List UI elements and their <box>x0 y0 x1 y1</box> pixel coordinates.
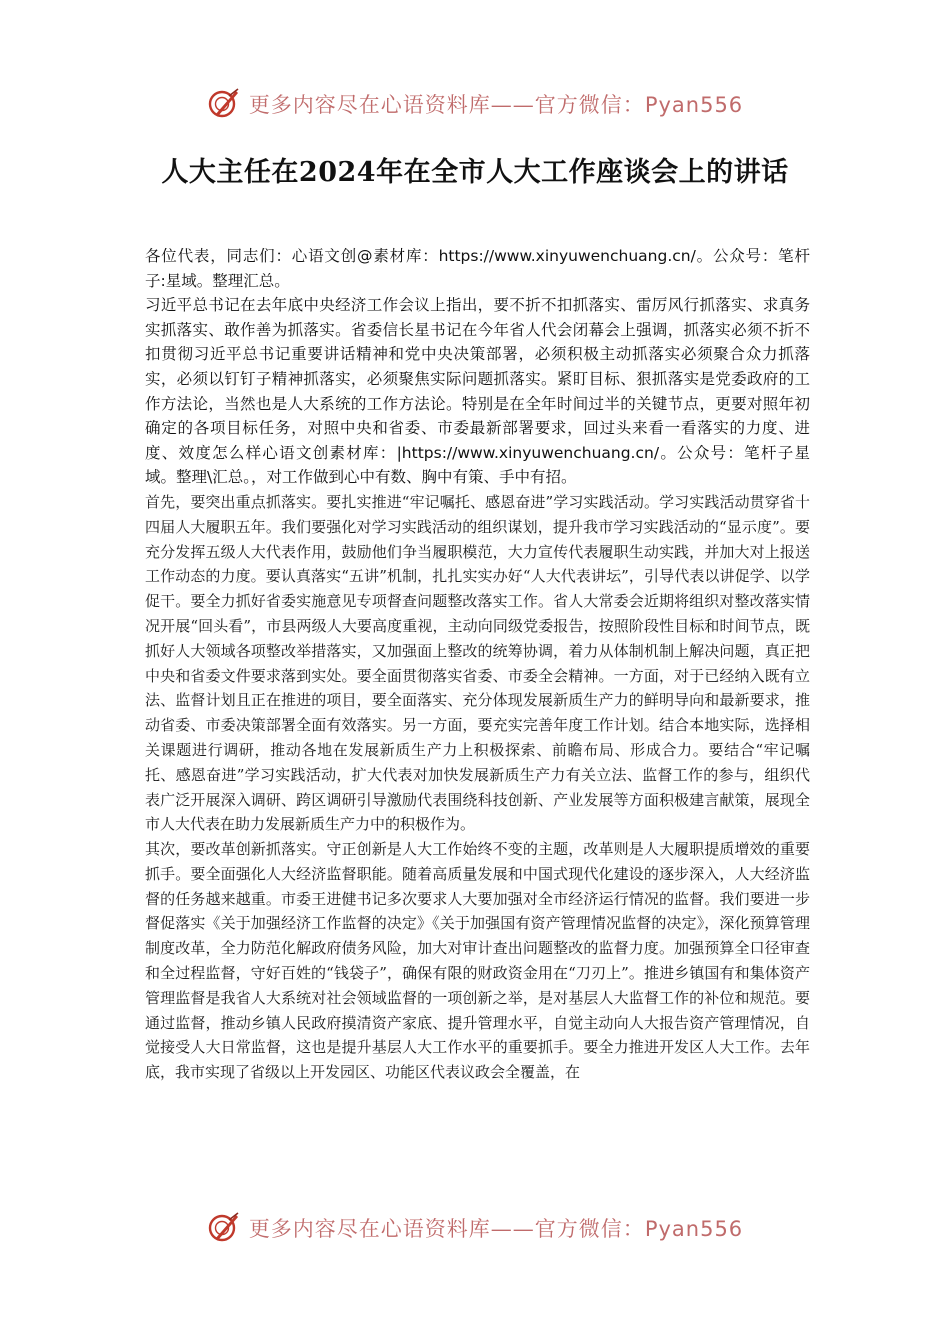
header-watermark-banner <box>0 84 950 124</box>
page-title: 人大主任在2024年在全市人大工作座谈会上的讲话 <box>161 157 789 188</box>
watermark-slogan: 更多内容尽在心语资料库——官方微信： <box>248 93 645 117</box>
intro-paragraph: 习近平总书记在去年底中央经济工作会议上指出，要不折不扣抓落实、雷厉风行抓落实、求真务实抓落实、敢作善为抓落实。省委信长星书记在今年省人代会闭幕会上强调，抓落实必须不折不扣贯彻习近平总书记重要讲话精神和党中央决策部署，必须积极主动抓落实必须聚合众力抓落实，必须以钉钉子精神抓落实，必须聚焦实际问题抓落实。紧盯目标、狠抓落实是党委政府的工作方法论，当然也是人大系统的工作方法论。特别是在全年时间过半的关键节点，更要对照年初确定的各项目标任务，对照中央和省委、市委最新部署要求，回过头来看一看落实的力度、进度、效度怎么样心语文创素材库：|https://www.xinyuwenchuang.cn/。公众号：笔杆子星域。整理\汇总。，对工作做到心中有数、胸中有策、手中有招。 <box>145 296 810 487</box>
watermark-wechat-id: Pyan556 <box>644 93 744 117</box>
watermark-text <box>249 1213 743 1243</box>
footer-watermark-banner <box>0 1208 950 1248</box>
document-body <box>145 244 810 1194</box>
watermark-wechat-id: Pyan556 <box>644 1217 744 1241</box>
quill-logo-icon <box>207 1211 241 1245</box>
intro-paragraph: 各位代表，同志们：心语文创@素材库：https://www.xinyuwenchuang.cn/。公众号：笔杆子:星域。整理汇总。 <box>145 247 810 290</box>
watermark-text <box>249 89 743 119</box>
body-paragraph: 其次，要改革创新抓落实。守正创新是人大工作始终不变的主题，改革则是人大履职提质增效的重要抓手。要全面强化人大经济监督职能。随着高质量发展和中国式现代化建设的逐步深入，人大经济监督的任务越来越重。市委王进健书记多次要求人大要加强对全市经济运行情况的监督。我们要进一步督促落实《关于加强经济工作监督的决定》《关于加强国有资产管理情况监督的决定》，深化预算管理制度改革，全力防范化解政府债务风险，加大对审计查出问题整改的监督力度。加强预算全口径审查和全过程监督，守好百姓的“钱袋子”，确保有限的财政资金用在“刀刃上”。推进乡镇国有和集体资产管理监督是我省人大系统对社会领域监督的一项创新之举，是对基层人大监督工作的补位和规范。要通过监督，推动乡镇人民政府摸清资产家底、提升管理水平，自觉主动向人大报告资产管理情况，自觉接受人大日常监督，这也是提升基层人大工作水平的重要抓手。要全力推进开发区人大工作。去年底，我市实现了省级以上开发园区、功能区代表议政会全覆盖，在 <box>145 840 810 1082</box>
watermark-slogan: 更多内容尽在心语资料库——官方微信： <box>248 1217 645 1241</box>
body-paragraph: 首先，要突出重点抓落实。要扎实推进“牢记嘱托、感恩奋进”学习实践活动。学习实践活动贯穿省十四届人大履职五年。我们要强化对学习实践活动的组织谋划，提升我市学习实践活动的“显示度”。要充分发挥五级人大代表作用，鼓励他们争当履职模范，大力宣传代表履职生动实践，并加大对上报送工作动态的力度。要认真落实“五讲”机制，扎扎实实办好“人大代表讲坛”，引导代表以讲促学、以学促干。要全力抓好省委实施意见专项督查问题整改落实工作。省人大常委会近期将组织对整改落实情况开展“回头看”，市县两级人大要高度重视，主动向同级党委报告，按照阶段性目标和时间节点，既抓好人大领域各项整改举措落实，又加强面上整改的统筹协调，着力从体制机制上解决问题，真正把中央和省委文件要求落到实处。要全面贯彻落实省委、市委全会精神。一方面，对于已经纳入既有立法、监督计划且正在推进的项目，要全面落实、充分体现发展新质生产力的鲜明导向和最新要求，推动省委、市委决策部署全面有效落实。另一方面，要充实完善年度工作计划。结合本地实际，选择相关课题进行调研，推动各地在发展新质生产力上积极探索、前瞻布局、形成合力。要结合“牢记嘱托、感恩奋进”学习实践活动，扩大代表对加快发展新质生产力有关立法、监督工作的参与，组织代表广泛开展深入调研、跨区调研引导激励代表围绕科技创新、产业发展等方面积极建言献策，展现全市人大代表在助力发展新质生产力中的积极作为。 <box>145 492 810 834</box>
quill-logo-icon <box>207 87 241 121</box>
